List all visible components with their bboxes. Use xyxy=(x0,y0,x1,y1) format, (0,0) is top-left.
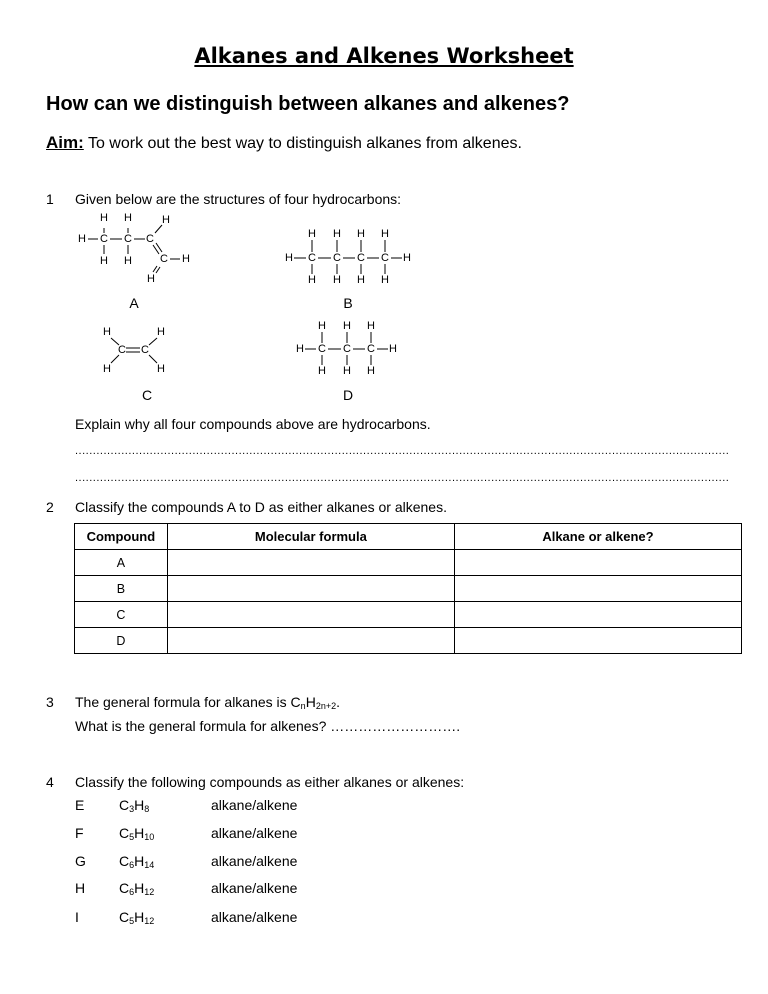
formula-h-count: 10 xyxy=(144,832,155,842)
atom-h: H xyxy=(333,227,341,240)
formula-h-count: 8 xyxy=(144,804,150,814)
header-molecular-formula: Molecular formula xyxy=(167,524,454,550)
atom-c: C xyxy=(357,251,365,264)
atom-c: C xyxy=(318,342,326,355)
atom-h: H xyxy=(124,211,132,224)
atom-c: C xyxy=(124,232,132,245)
answer-line-2[interactable]: ........................................................................................................................................................................................ xyxy=(75,472,730,484)
formula-cell[interactable] xyxy=(167,576,454,602)
atom-h: H xyxy=(357,227,365,240)
q4-item xyxy=(0,909,768,929)
structure-label-a: A xyxy=(129,295,139,311)
atom-h: H xyxy=(100,254,108,267)
q3-number: 3 xyxy=(46,694,54,710)
atom-c: C xyxy=(118,343,126,356)
q3-text-h: H xyxy=(305,694,316,710)
formula-h-count: 12 xyxy=(144,916,155,926)
atom-h: H xyxy=(157,325,165,338)
compound-cell: B xyxy=(75,576,168,602)
table-row xyxy=(75,602,742,628)
table-row xyxy=(75,628,742,654)
q4-item-formula xyxy=(119,909,154,926)
atom-c: C xyxy=(100,232,108,245)
atom-c: C xyxy=(308,251,316,264)
formula-c: C xyxy=(119,853,130,869)
atom-h: H xyxy=(318,364,326,377)
table-header-row xyxy=(75,524,742,550)
formula-cell[interactable] xyxy=(167,628,454,654)
q2-number: 2 xyxy=(46,499,54,515)
atom-h: H xyxy=(381,273,389,286)
type-cell[interactable] xyxy=(454,550,741,576)
formula-c-count: 5 xyxy=(129,916,135,926)
atom-c: C xyxy=(141,343,149,356)
formula-c: C xyxy=(119,797,130,813)
compound-cell: C xyxy=(75,602,168,628)
atom-c: C xyxy=(146,232,154,245)
atom-h: H xyxy=(343,364,351,377)
atom-h: H xyxy=(147,272,155,285)
atom-h: H xyxy=(296,342,304,355)
answer-line-1[interactable]: ........................................................................................................................................................................................ xyxy=(75,445,730,457)
aim xyxy=(46,133,522,153)
atom-c: C xyxy=(333,251,341,264)
q4-item-formula xyxy=(119,797,149,814)
q3-subscript-2n2: 2n+2 xyxy=(315,701,337,711)
atom-h: H xyxy=(182,252,190,265)
type-cell[interactable] xyxy=(454,602,741,628)
q4-item-letter: H xyxy=(75,880,86,896)
atom-h: H xyxy=(285,251,293,264)
structure-label-b: B xyxy=(343,295,353,311)
q1-explain: Explain why all four compounds above are hydrocarbons. xyxy=(75,416,431,432)
formula-c-count: 3 xyxy=(129,804,135,814)
atom-h: H xyxy=(333,273,341,286)
q4-item xyxy=(0,880,768,900)
page-title: Alkanes and Alkenes Worksheet xyxy=(194,44,574,68)
atom-h: H xyxy=(157,362,165,375)
table-row xyxy=(75,576,742,602)
main-question: How can we distinguish between alkanes and alkenes? xyxy=(46,93,570,115)
formula-h: H xyxy=(134,797,145,813)
q4-item xyxy=(0,797,768,817)
formula-h-count: 12 xyxy=(144,887,155,897)
q1-number: 1 xyxy=(46,191,54,207)
atom-h: H xyxy=(78,232,86,245)
atom-h: H xyxy=(357,273,365,286)
q4-item-choice[interactable]: alkane/alkene xyxy=(211,825,298,841)
q4-item-choice[interactable]: alkane/alkene xyxy=(211,880,298,896)
structure-label-d: D xyxy=(342,387,354,403)
type-cell[interactable] xyxy=(454,576,741,602)
formula-h-count: 14 xyxy=(144,860,155,870)
q3-text-end: . xyxy=(336,694,340,710)
formula-cell[interactable] xyxy=(167,550,454,576)
q4-item xyxy=(0,825,768,845)
q4-item-letter: E xyxy=(75,797,85,813)
q3-text-start: The general formula for alkanes is C xyxy=(75,694,301,710)
formula-h: H xyxy=(134,909,145,925)
table-row xyxy=(75,550,742,576)
atom-h: H xyxy=(367,319,375,332)
q1-text: Given below are the structures of four hydrocarbons: xyxy=(75,191,402,207)
compound-cell: D xyxy=(75,628,168,654)
atom-h: H xyxy=(318,319,326,332)
atom-h: H xyxy=(381,227,389,240)
q3-text xyxy=(75,694,340,711)
q4-item-formula xyxy=(119,853,154,870)
atom-c: C xyxy=(343,342,351,355)
atom-h: H xyxy=(103,325,111,338)
formula-c-count: 6 xyxy=(129,860,135,870)
classification-table xyxy=(74,523,742,654)
atom-h: H xyxy=(367,364,375,377)
formula-c: C xyxy=(119,825,130,841)
atom-h: H xyxy=(403,251,411,264)
compound-cell: A xyxy=(75,550,168,576)
q4-item-formula xyxy=(119,825,154,842)
formula-h: H xyxy=(134,853,145,869)
atom-c: C xyxy=(367,342,375,355)
q4-item-letter: F xyxy=(75,825,84,841)
q3-subscript-n: n xyxy=(300,701,306,711)
atom-c: C xyxy=(381,251,389,264)
atom-h: H xyxy=(389,342,397,355)
formula-h: H xyxy=(134,880,145,896)
atom-h: H xyxy=(308,273,316,286)
aim-text: To work out the best way to distinguish alkanes from alkenes. xyxy=(87,135,522,152)
formula-c-count: 6 xyxy=(129,887,135,897)
atom-c: C xyxy=(160,252,168,265)
atom-h: H xyxy=(124,254,132,267)
q4-item xyxy=(0,853,768,873)
q2-text: Classify the compounds A to D as either alkanes or alkenes. xyxy=(75,499,447,515)
formula-c-count: 5 xyxy=(129,832,135,842)
formula-h: H xyxy=(134,825,145,841)
type-cell[interactable] xyxy=(454,628,741,654)
q4-item-letter: I xyxy=(75,909,79,925)
q4-item-choice[interactable]: alkane/alkene xyxy=(211,853,298,869)
atom-h: H xyxy=(308,227,316,240)
aim-label: Aim: xyxy=(46,133,84,152)
q3-line2: What is the general formula for alkenes? ………………………. xyxy=(75,718,461,734)
formula-cell[interactable] xyxy=(167,602,454,628)
atom-h: H xyxy=(162,213,170,226)
q4-number: 4 xyxy=(46,774,54,790)
q4-item-choice[interactable]: alkane/alkene xyxy=(211,909,298,925)
structure-label-c: C xyxy=(141,387,153,403)
q4-item-formula xyxy=(119,880,154,897)
formula-c: C xyxy=(119,880,130,896)
header-alkane-or-alkene: Alkane or alkene? xyxy=(454,524,741,550)
q4-item-choice[interactable]: alkane/alkene xyxy=(211,797,298,813)
formula-c: C xyxy=(119,909,130,925)
atom-h: H xyxy=(103,362,111,375)
q4-item-letter: G xyxy=(75,853,86,869)
header-compound: Compound xyxy=(75,524,168,550)
atom-h: H xyxy=(100,211,108,224)
q4-text: Classify the following compounds as either alkanes or alkenes: xyxy=(75,774,465,790)
atom-h: H xyxy=(343,319,351,332)
